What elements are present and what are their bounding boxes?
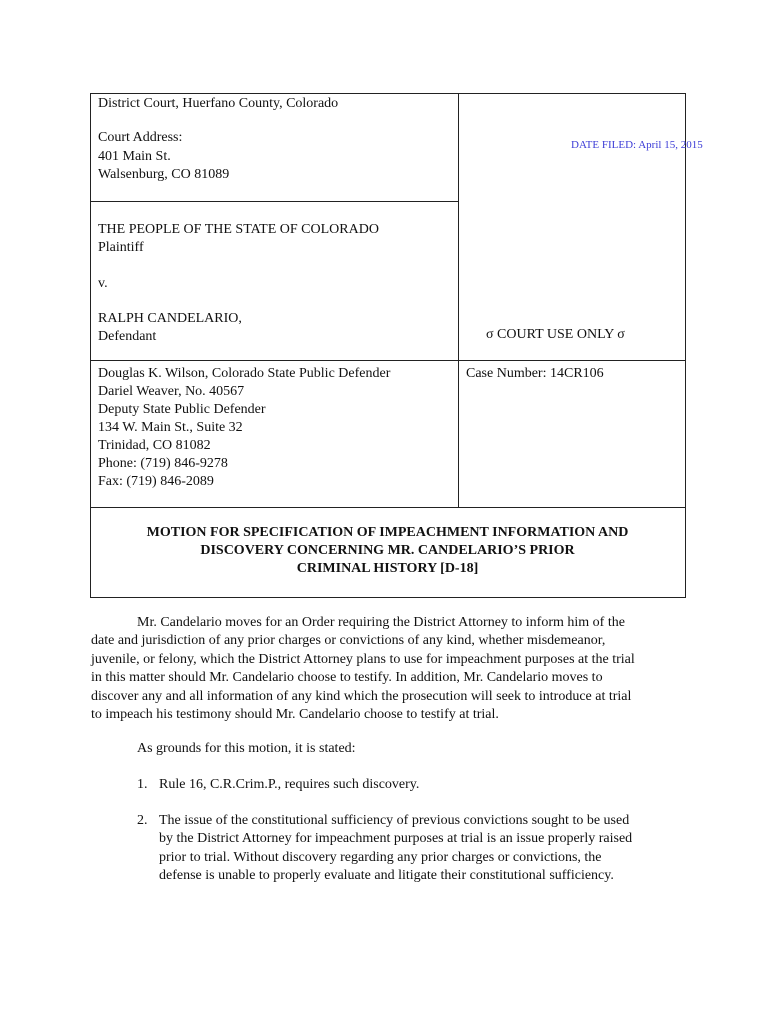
court-address-line2: Walsenburg, CO 81089: [98, 167, 230, 182]
item-number: 2.: [137, 813, 148, 828]
attorney-line: 134 W. Main St., Suite 32: [98, 420, 243, 435]
item-line: defense is unable to properly evaluate and litigate their constitutional sufficiency.: [159, 868, 614, 884]
court-address-line1: 401 Main St.: [98, 149, 171, 164]
attorney-line: Dariel Weaver, No. 40567: [98, 384, 245, 399]
caption-divider-vertical: [458, 93, 459, 507]
attorney-line: Trinidad, CO 81082: [98, 438, 211, 453]
motion-title-line: MOTION FOR SPECIFICATION OF IMPEACHMENT INFORMATION AND: [146, 525, 629, 540]
body-line: date and jurisdiction of any prior charges or convictions of any kind, whether misdemeanor,: [91, 633, 606, 649]
motion-title-line: DISCOVERY CONCERNING MR. CANDELARIO’S PRIOR: [200, 543, 575, 558]
parties-divider: [90, 360, 686, 361]
motion-title-line: CRIMINAL HISTORY [D-18]: [296, 561, 479, 576]
body-line: in this matter should Mr. Candelario choose to testify. In addition, Mr. Candelario moves to: [91, 670, 603, 686]
caption-left-border: [90, 93, 91, 598]
item-line: by the District Attorney for impeachment purposes at trial is an issue properly raised: [159, 831, 633, 847]
body-line: discover any and all information of any kind which the prosecution will seek to introduce at trial: [91, 688, 632, 704]
date-filed-stamp: DATE FILED: April 15, 2015: [571, 139, 703, 151]
attorney-line: Fax: (719) 846-2089: [98, 474, 214, 489]
plaintiff-role: Plaintiff: [98, 240, 144, 255]
attorney-divider: [90, 507, 686, 508]
item-number: 1.: [137, 777, 148, 792]
motion-title: [91, 524, 684, 578]
case-number: Case Number: 14CR106: [466, 366, 604, 381]
item-line: prior to trial. Without discovery regarding any prior charges or convictions, the: [159, 849, 602, 865]
item-line: Rule 16, C.R.Crim.P., requires such discovery.: [159, 777, 420, 792]
grounds-statement: As grounds for this motion, it is stated:: [137, 741, 356, 756]
versus: v.: [98, 276, 108, 291]
defendant-name: RALPH CANDELARIO,: [98, 311, 242, 326]
attorney-block: [98, 365, 390, 491]
caption-top-border: [90, 93, 686, 94]
court-address-label: Court Address:: [98, 130, 183, 145]
court-address-divider: [90, 201, 458, 202]
court-name: District Court, Huerfano County, Colorado: [98, 96, 339, 111]
item-content: [159, 812, 682, 886]
body-line: Mr. Candelario moves for an Order requiring the District Attorney to inform him of the: [137, 615, 625, 630]
body-line: juvenile, or felony, which the District Attorney plans to use for impeachment purposes at the trial: [91, 651, 635, 667]
plaintiff-name: THE PEOPLE OF THE STATE OF COLORADO: [98, 222, 379, 237]
defendant-role: Defendant: [98, 329, 157, 344]
caption-right-border: [685, 93, 686, 598]
body-paragraph: [91, 614, 679, 724]
body-line: to impeach his testimony should Mr. Candelario choose to testify at trial.: [91, 707, 499, 723]
caption-bottom-border: [90, 597, 686, 598]
attorney-line: Douglas K. Wilson, Colorado State Public Defender: [98, 366, 391, 381]
item-content: [159, 776, 682, 794]
item-line: The issue of the constitutional sufficiency of previous convictions sought to be used: [159, 813, 630, 828]
attorney-line: Deputy State Public Defender: [98, 402, 266, 417]
attorney-line: Phone: (719) 846-9278: [98, 456, 228, 471]
court-use-only-label: σ COURT USE ONLY σ: [486, 327, 625, 342]
